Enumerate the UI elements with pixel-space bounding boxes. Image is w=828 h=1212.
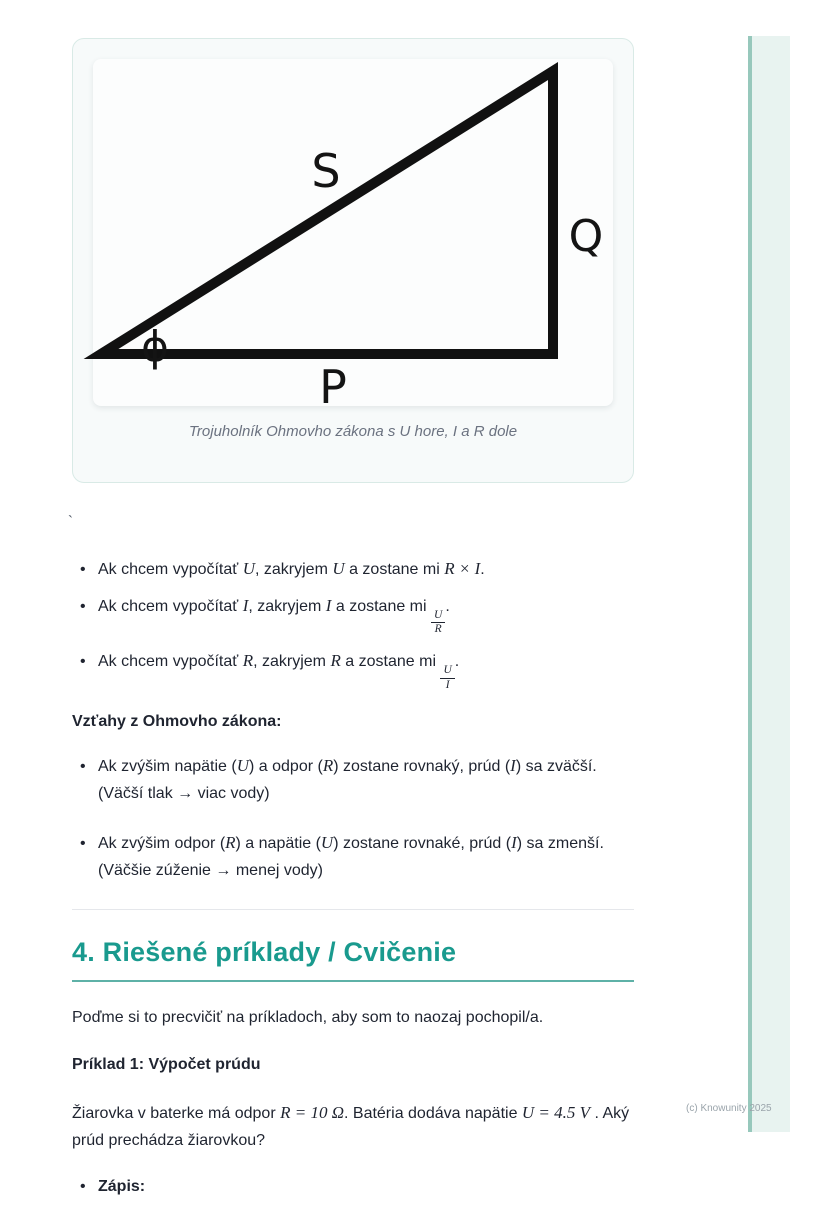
math-expression: U = 4.5 V <box>521 1102 591 1122</box>
text-segment: Ak zvýšim odpor ( <box>98 834 226 852</box>
text-segment: Ak chcem vypočítať <box>98 653 243 671</box>
text-segment: Žiarovka v baterke má odpor <box>72 1104 281 1122</box>
bullet-marker: • <box>80 598 86 615</box>
math-var: R <box>242 651 254 671</box>
math-var: I <box>242 596 249 615</box>
triangle-label-angle: ϕ <box>141 322 169 371</box>
bullet-marker: • <box>80 653 86 671</box>
text-segment: , zakryjem <box>255 561 333 578</box>
document-content <box>68 0 634 1212</box>
stray-backtick: ` <box>68 513 73 530</box>
list-item <box>72 595 634 636</box>
example-body <box>72 1099 634 1154</box>
relations-list <box>72 752 634 884</box>
text-segment: a zostane mi <box>340 653 441 671</box>
cover-rules-list <box>72 558 634 692</box>
text-segment: ) a odpor ( <box>249 757 323 775</box>
math-fraction <box>440 664 454 691</box>
list-item-text <box>98 752 634 807</box>
text-segment: ) sa zväčší. <box>515 757 597 775</box>
math-fraction <box>431 609 445 636</box>
bullet-marker: • <box>80 561 86 578</box>
math-var: I <box>510 755 516 775</box>
figure-card <box>72 38 634 483</box>
text-segment: , zakryjem <box>248 598 326 615</box>
list-item <box>72 558 634 581</box>
text-segment: ) zostane rovnaký, prúd ( <box>333 757 511 775</box>
bullet-marker: • <box>80 1177 86 1195</box>
list-item <box>72 650 634 691</box>
relation-note: (Väčší tlak → viac vody) <box>98 784 270 802</box>
bullet-marker: • <box>80 757 86 775</box>
text-segment: . <box>480 561 485 578</box>
text-segment: . <box>445 598 450 615</box>
zapis-label: Zápis: <box>98 1177 146 1195</box>
math-expression: R = 10 Ω <box>280 1102 344 1122</box>
list-item <box>72 1176 634 1198</box>
triangle-label-base: P <box>319 360 347 414</box>
relation-sentence <box>98 752 634 780</box>
list-item <box>72 752 634 807</box>
section-intro: Poďme si to precvičiť na príkladoch, aby som to naozaj pochopil/a. <box>72 1008 544 1026</box>
list-item-text <box>98 650 459 691</box>
text-segment: . <box>454 653 460 671</box>
text-segment: ) a napätie ( <box>235 834 321 852</box>
section-divider <box>72 909 634 910</box>
relation-note: (Väčšie zúženie → menej vody) <box>98 861 323 879</box>
section-title: 4. Riešené príklady / Cvičenie <box>72 937 634 982</box>
triangle-shape <box>101 71 553 354</box>
math-var: U <box>332 559 345 578</box>
ohm-triangle-image <box>93 59 613 414</box>
side-scroll-strip[interactable] <box>748 36 790 1132</box>
text-segment: Ak zvýšim napätie ( <box>98 757 237 775</box>
triangle-label-vertical-side: Q <box>568 211 604 262</box>
text-segment: ) sa zmenší. <box>516 834 604 852</box>
text-segment: . Batéria dodáva napätie <box>344 1104 522 1122</box>
relation-sentence <box>98 829 634 857</box>
list-item-text <box>98 829 634 884</box>
text-segment: . Aký prúd prechádza žiarovkou? <box>72 1104 630 1149</box>
bullet-marker: • <box>80 834 86 852</box>
math-var: U <box>242 559 255 578</box>
figure-caption: Trojuholník Ohmovho zákona s U hore, I a R dole <box>188 423 518 440</box>
math-var: I <box>325 596 332 615</box>
math-var: R <box>322 755 334 775</box>
text-segment: a zostane mi <box>344 561 445 578</box>
math-var: U <box>236 755 249 775</box>
list-item-text <box>98 595 450 636</box>
fraction-numerator: U <box>440 664 454 678</box>
math-expression: R × I <box>444 559 481 578</box>
list-item-text <box>98 558 485 581</box>
math-var: R <box>330 651 341 671</box>
text-segment: Ak chcem vypočítať <box>98 598 243 615</box>
text-segment: ) zostane rovnaké, prúd ( <box>333 834 512 852</box>
math-var: I <box>511 832 517 852</box>
text-segment: Ak chcem vypočítať <box>98 561 243 578</box>
math-var: R <box>225 832 236 852</box>
ohm-triangle-svg <box>93 59 613 414</box>
math-var: U <box>320 832 334 852</box>
text-segment: , zakryjem <box>253 653 331 671</box>
text-segment: a zostane mi <box>331 598 432 615</box>
fraction-denominator: R <box>434 623 442 636</box>
triangle-label-hypotenuse: S <box>311 144 341 198</box>
watermark: (c) Knowunity 2025 <box>686 1103 772 1114</box>
fraction-denominator: I <box>445 678 450 691</box>
relations-heading: Vzťahy z Ohmovho zákona: <box>72 712 282 730</box>
fraction-numerator: U <box>431 609 445 623</box>
example-title: Príklad 1: Výpočet prúdu <box>72 1055 261 1073</box>
list-item <box>72 829 634 884</box>
